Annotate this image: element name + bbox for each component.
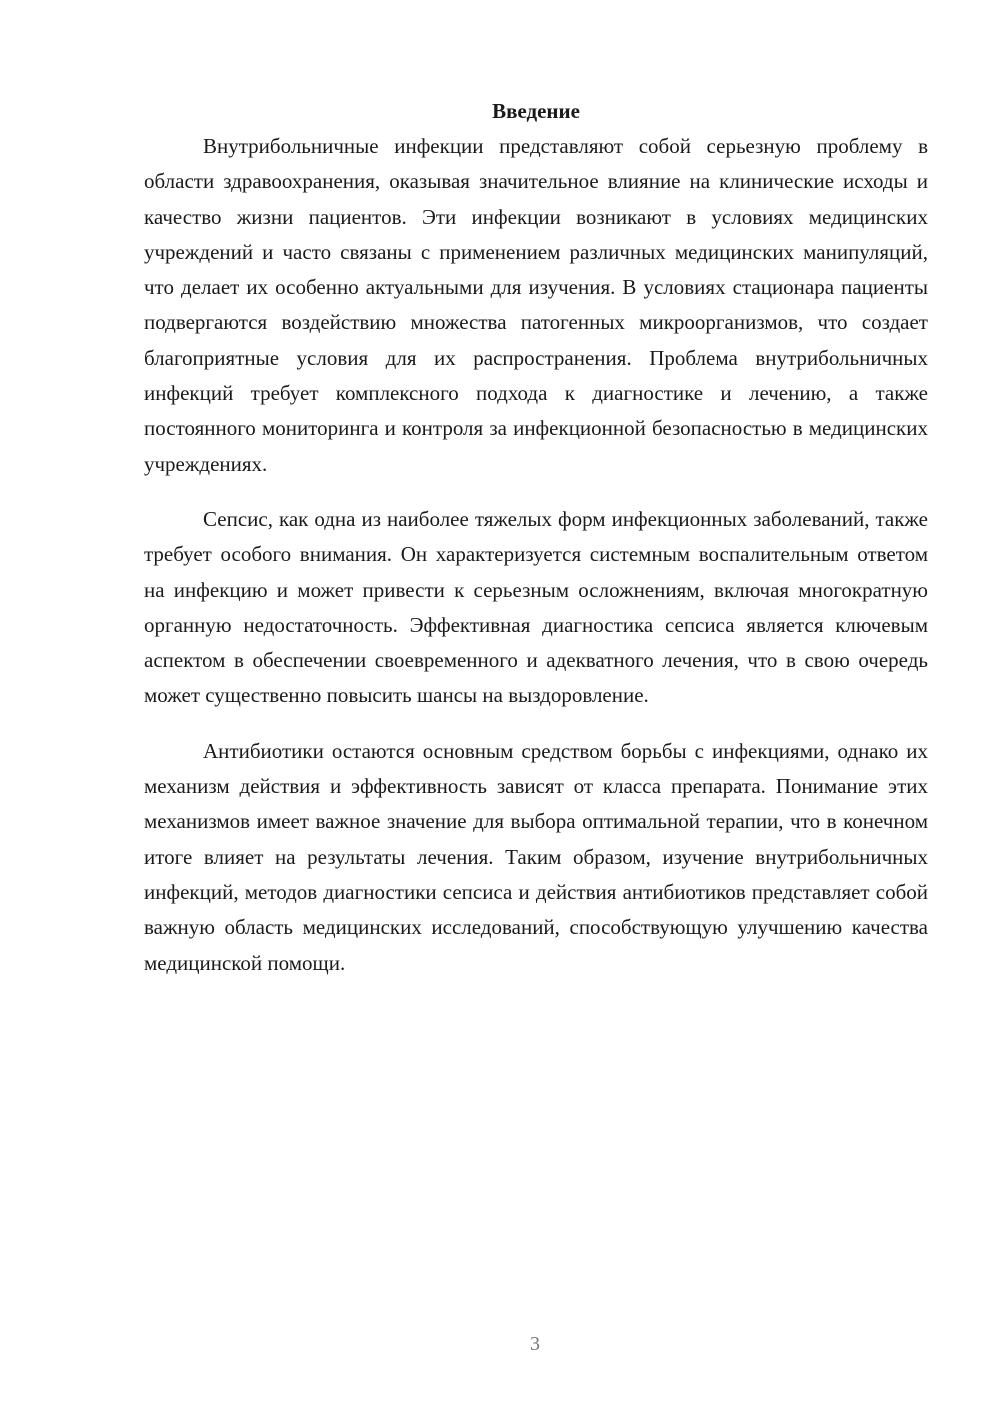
paragraph-1: Внутрибольничные инфекции представляют собой серьезную проблему в области здравоохранения, оказывая значительное влияние на клинические исходы и качество жизни пациентов. Эти инфекции возникают в условиях медицинских учреждений и часто связаны с применением различных медицинских манипуляций, что делает их особенно актуальными для изучения. В условиях стационара пациенты подвергаются воздействию множества патогенных микроорганизмов, что создает благоприятные условия для их распространения. Проблема внутрибольничных инфекций требует комплексного подхода к диагностике и лечению, а также постоянного мониторинга и контроля за инфекционной безопасностью в медицинских учреждениях. (144, 134, 928, 476)
paragraph-2: Сепсис, как одна из наиболее тяжелых форм инфекционных заболеваний, также требует особого внимания. Он характеризуется системным воспалительным ответом на инфекцию и может привести к серьезным осложнениям, включая многократную органную недостаточность. Эффективная диагностика сепсиса является ключевым аспектом в обеспечении своевременного и адекватного лечения, что в свою очередь может существенно повысить шансы на выздоровление. (144, 506, 928, 708)
page-content (144, 94, 928, 981)
section-title: Введение (492, 99, 580, 123)
page-number: 3 (530, 1333, 540, 1355)
paragraph-3: Антибиотики остаются основным средством борьбы с инфекциями, однако их механизм действия и эффективность зависят от класса препарата. Понимание этих механизмов имеет важное значение для выбора оптимальной терапии, что в конечном итоге влияет на результаты лечения. Таким образом, изучение внутрибольничных инфекций, методов диагностики сепсиса и действия антибиотиков представляет собой важную область медицинских исследований, способствующую улучшению качества медицинской помощи. (144, 738, 928, 975)
